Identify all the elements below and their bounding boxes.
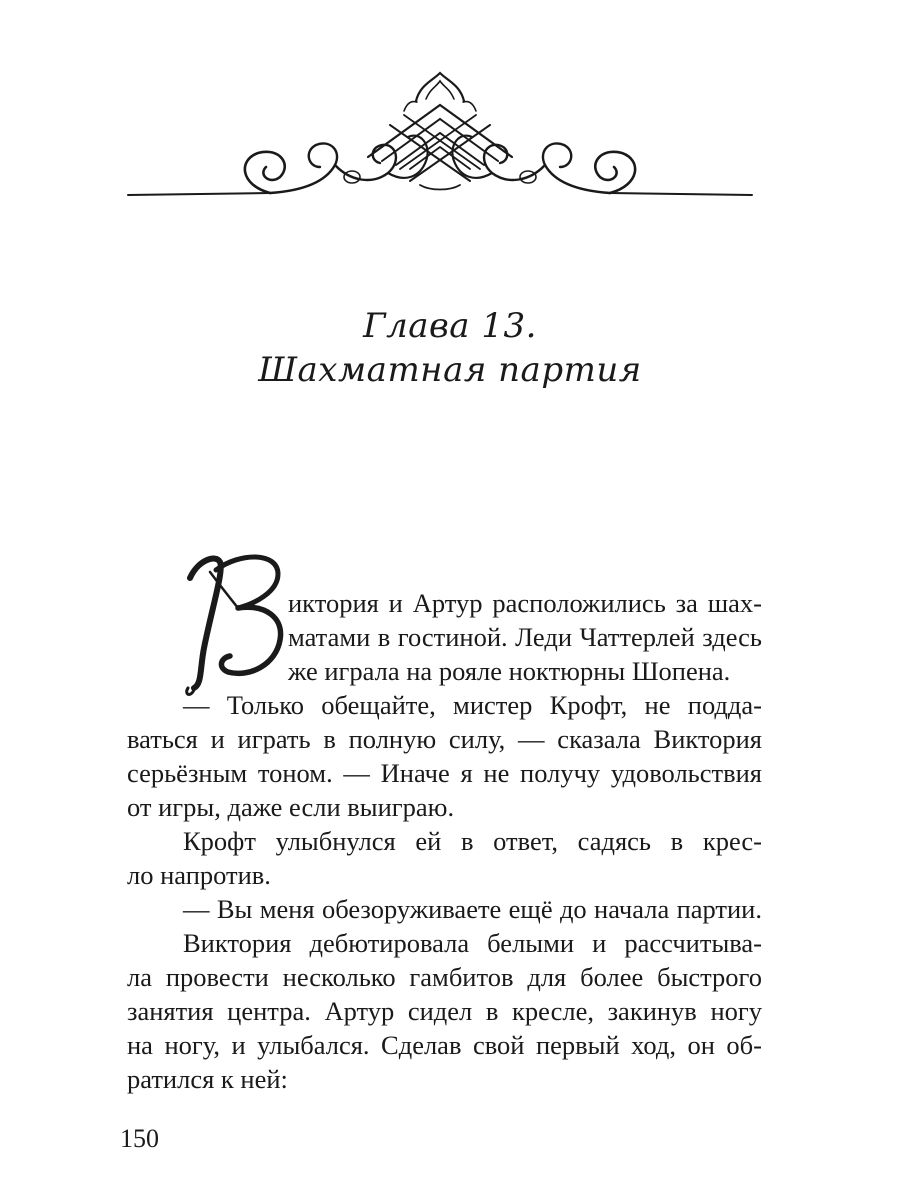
drop-cap-letter — [180, 548, 288, 698]
body-line: — Только обещайте, мистер Крофт, не подда- — [183, 690, 762, 720]
body-line: иктория и Артур расположились за шах- — [288, 588, 762, 618]
body-line: ла провести несколько гамбитов для более быстрого — [127, 962, 762, 992]
decorative-ornament-icon — [120, 65, 760, 210]
chapter-title: Шахматная партия — [258, 350, 642, 390]
body-line: матами в гостиной. Леди Чаттерлей здесь — [288, 622, 762, 652]
body-line: занятия центра. Артур сидел в кресле, закинув ногу — [127, 996, 762, 1026]
body-line: Крофт улыбнулся ей в ответ, садясь в крес- — [183, 826, 762, 856]
body-line: — Вы меня обезоруживаете ещё до начала партии. — [183, 894, 762, 924]
body-line: от игры, даже если выиграю. — [127, 792, 455, 822]
body-line: же играла на рояле ноктюрны Шопена. — [288, 656, 731, 686]
body-line: ло напротив. — [127, 860, 271, 890]
body-line: серьёзным тоном. — Иначе я не получу удовольствия — [127, 758, 762, 788]
body-line: на ногу, и улыбался. Сделав свой первый ход, он об- — [127, 1030, 762, 1060]
body-line: Виктория дебютировала белыми и рассчитыва- — [183, 928, 762, 958]
chapter-number: Глава 13. — [363, 306, 537, 346]
body-line: ваться и играть в полную силу, — сказала Виктория — [127, 724, 762, 754]
page-number: 150 — [120, 1124, 159, 1153]
body-line: ратился к ней: — [127, 1064, 288, 1094]
